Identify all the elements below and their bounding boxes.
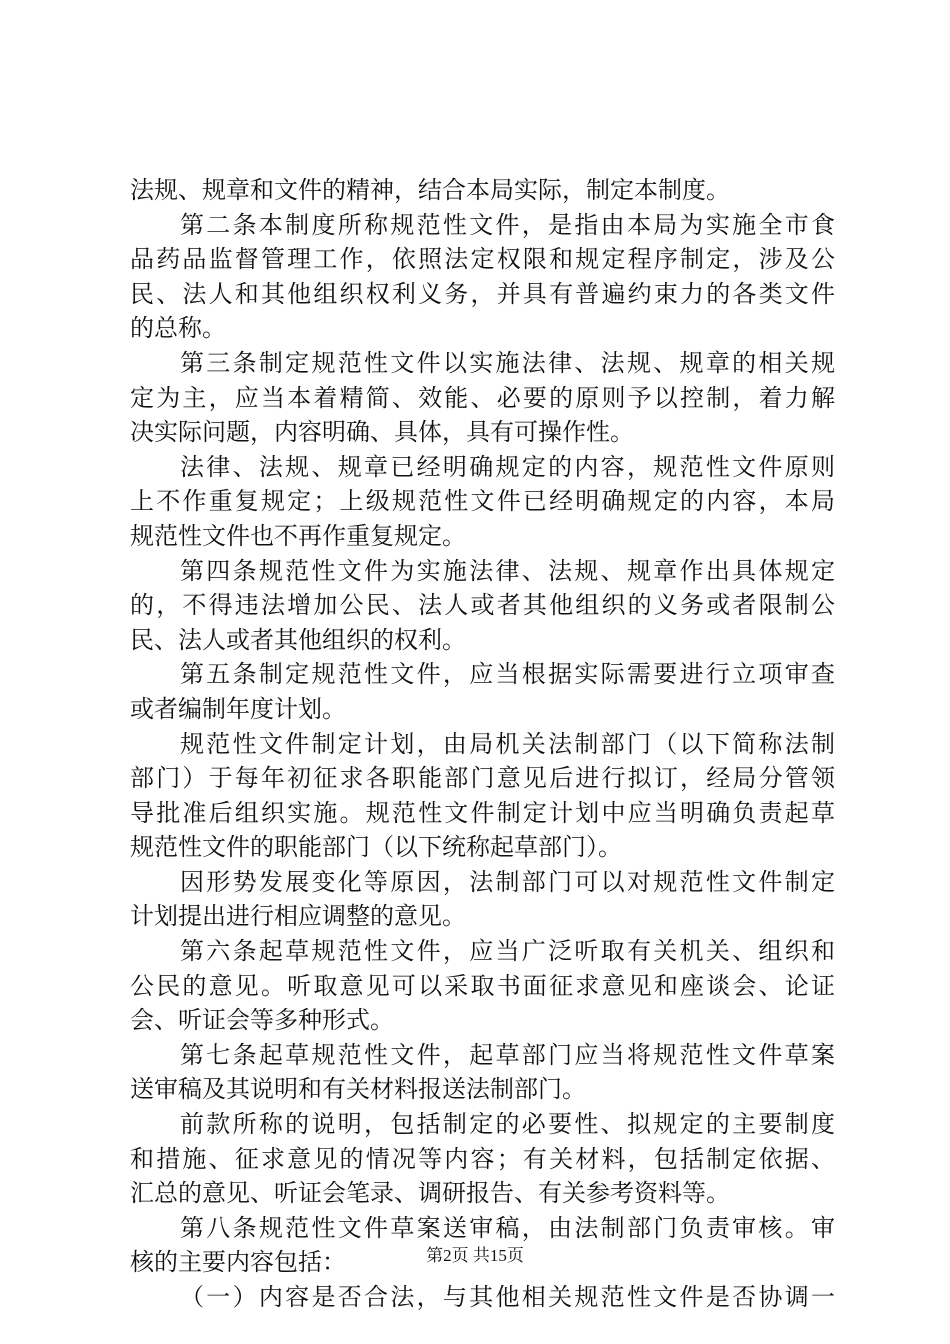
text-line: 会、听证会等多种形式。 — [130, 1006, 394, 1035]
document-body — [130, 173, 835, 1315]
text-line: 第八条规范性文件草案送审稿，由法制部门负责审核。审 — [180, 1213, 835, 1242]
text-line: 第七条起草规范性文件，起草部门应当将规范性文件草案 — [180, 1040, 835, 1069]
text-line: 的，不得违法增加公民、法人或者其他组织的义务或者限制公 — [130, 591, 835, 620]
text-line: 民、法人和其他组织权利义务，并具有普遍约束力的各类文件 — [130, 279, 835, 308]
text-line: 第三条制定规范性文件以实施法律、法规、规章的相关规 — [180, 348, 835, 377]
text-line: 导批准后组织实施。规范性文件制定计划中应当明确负责起草 — [130, 798, 835, 827]
text-line: （一）内容是否合法，与其他相关规范性文件是否协调一 — [180, 1283, 835, 1311]
text-line: 第二条本制度所称规范性文件，是指由本局为实施全市食 — [180, 210, 835, 239]
text-line: 第四条规范性文件为实施法律、法规、规章作出具体规定 — [180, 556, 835, 585]
text-line: 部门）于每年初征求各职能部门意见后进行拟订，经局分管领 — [130, 764, 835, 793]
page-footer: 第2页 共15页 — [426, 1246, 524, 1265]
text-line: 法规、规章和文件的精神，结合本局实际，制定本制度。 — [130, 176, 730, 204]
text-line: 因形势发展变化等原因，法制部门可以对规范性文件制定 — [180, 867, 835, 896]
text-line: 的总称。 — [130, 314, 226, 343]
text-line: 送审稿及其说明和有关材料报送法制部门。 — [130, 1075, 586, 1104]
text-line: 公民的意见。听取意见可以采取书面征求意见和座谈会、论证 — [130, 971, 835, 1000]
text-line: 规范性文件也不再作重复规定。 — [130, 521, 466, 550]
text-line: 民、法人或者其他组织的权利。 — [130, 625, 466, 654]
text-line: 计划提出进行相应调整的意见。 — [130, 902, 466, 931]
text-line: 第六条起草规范性文件，应当广泛听取有关机关、组织和 — [180, 937, 835, 966]
text-line: 或者编制年度计划。 — [130, 694, 346, 723]
text-line: 汇总的意见、听证会笔录、调研报告、有关参考资料等。 — [130, 1179, 730, 1208]
text-line: 定为主，应当本着精简、效能、必要的原则予以控制，着力解 — [130, 383, 835, 412]
text-line: 和措施、征求意见的情况等内容；有关材料，包括制定依据、 — [130, 1144, 835, 1173]
text-line: 前款所称的说明，包括制定的必要性、拟规定的主要制度 — [180, 1110, 835, 1139]
text-line: 品药品监督管理工作，依照法定权限和规定程序制定，涉及公 — [130, 245, 835, 274]
text-line: 第五条制定规范性文件，应当根据实际需要进行立项审查 — [180, 660, 835, 689]
text-line: 规范性文件制定计划，由局机关法制部门（以下简称法制 — [180, 729, 835, 758]
text-line: 规范性文件的职能部门（以下统称起草部门）。 — [130, 833, 622, 862]
text-line: 核的主要内容包括： — [130, 1248, 346, 1277]
text-line: 上不作重复规定；上级规范性文件已经明确规定的内容，本局 — [130, 487, 835, 516]
text-line: 法律、法规、规章已经明确规定的内容，规范性文件原则 — [180, 452, 835, 481]
text-line: 决实际问题，内容明确、具体，具有可操作性。 — [130, 418, 634, 447]
